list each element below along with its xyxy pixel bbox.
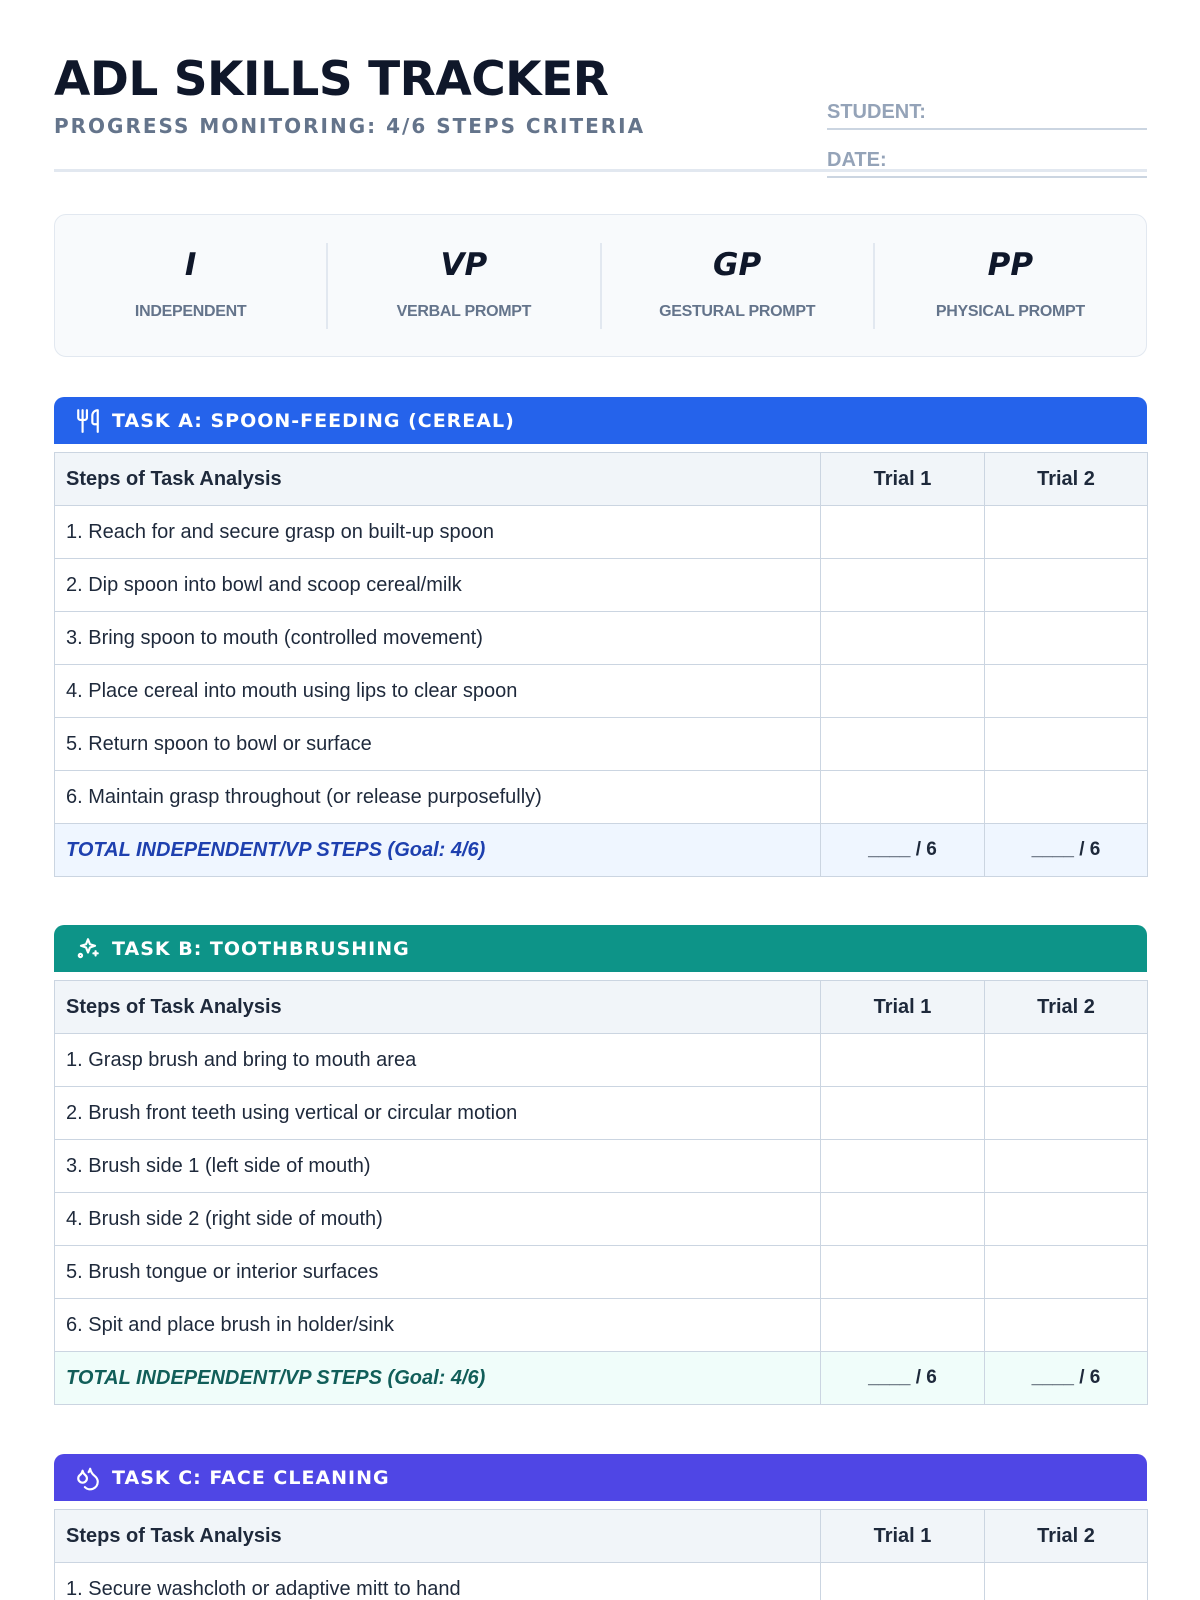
utensils-icon [74,407,102,435]
trial-2-column-header: Trial 2 [985,453,1148,506]
trial-1-column-header: Trial 1 [821,1510,985,1563]
trial-2-total[interactable]: ____ / 6 [985,824,1148,877]
trial-2-cell[interactable] [985,1140,1148,1193]
trial-1-cell[interactable] [821,1193,985,1246]
table-header-row [55,1510,1148,1563]
table-row [55,506,1148,559]
student-field[interactable] [827,98,1147,130]
total-label: TOTAL INDEPENDENT/VP STEPS (Goal: 4/6) [55,824,821,877]
trial-2-total[interactable]: ____ / 6 [985,1352,1148,1405]
trial-1-cell[interactable] [821,1246,985,1299]
trial-1-cell[interactable] [821,665,985,718]
trial-2-cell[interactable] [985,1193,1148,1246]
page-header [54,40,1147,172]
table-row [55,1034,1148,1087]
total-row [55,824,1148,877]
trial-2-cell[interactable] [985,1299,1148,1352]
page-subtitle: PROGRESS MONITORING: 4/6 STEPS CRITERIA [54,114,646,138]
trial-1-cell[interactable] [821,1140,985,1193]
step-text: 3. Bring spoon to mouth (controlled movement) [55,612,821,665]
step-text: 6. Spit and place brush in holder/sink [55,1299,821,1352]
trial-2-cell[interactable] [985,771,1148,824]
trial-2-cell[interactable] [985,1087,1148,1140]
task-a-table [54,452,1148,877]
page-title: ADL SKILLS TRACKER [54,52,609,107]
steps-column-header: Steps of Task Analysis [55,453,821,506]
task-b-header [54,925,1147,972]
step-text: 5. Return spoon to bowl or surface [55,718,821,771]
trial-1-cell[interactable] [821,612,985,665]
legend-code: I [184,246,197,283]
table-header-row [55,453,1148,506]
trial-2-cell[interactable] [985,718,1148,771]
task-a-header [54,397,1147,444]
trial-1-column-header: Trial 1 [821,453,985,506]
table-row [55,718,1148,771]
step-text: 1. Grasp brush and bring to mouth area [55,1034,821,1087]
trial-2-cell[interactable] [985,665,1148,718]
legend-label: GESTURAL PROMPT [659,302,816,320]
trial-2-cell[interactable] [985,1246,1148,1299]
table-row [55,665,1148,718]
legend-code: VP [440,246,488,283]
step-text: 1. Reach for and secure grasp on built-up spoon [55,506,821,559]
trial-2-cell[interactable] [985,612,1148,665]
table-row [55,771,1148,824]
legend-label: INDEPENDENT [134,302,247,320]
step-text: 6. Maintain grasp throughout (or release purposefully) [55,771,821,824]
student-label: STUDENT: [827,101,926,123]
trial-1-column-header: Trial 1 [821,981,985,1034]
trial-1-cell[interactable] [821,1563,985,1600]
step-text: 2. Dip spoon into bowl and scoop cereal/milk [55,559,821,612]
trial-2-cell[interactable] [985,506,1148,559]
steps-column-header: Steps of Task Analysis [55,1510,821,1563]
trial-1-total[interactable]: ____ / 6 [821,1352,985,1405]
task-a-title: TASK A: SPOON-FEEDING (CEREAL) [112,409,515,432]
legend-item-verbal-prompt [326,243,599,329]
task-c-title: TASK C: FACE CLEANING [112,1466,390,1489]
table-row [55,1246,1148,1299]
task-b-table [54,980,1148,1405]
step-text: 4. Brush side 2 (right side of mouth) [55,1193,821,1246]
table-row [55,559,1148,612]
legend-code: GP [713,246,762,283]
trial-2-cell[interactable] [985,1034,1148,1087]
steps-column-header: Steps of Task Analysis [55,981,821,1034]
step-text: 5. Brush tongue or interior surfaces [55,1246,821,1299]
trial-1-cell[interactable] [821,718,985,771]
date-field[interactable] [827,146,1147,178]
trial-1-cell[interactable] [821,1299,985,1352]
step-text: 2. Brush front teeth using vertical or circular motion [55,1087,821,1140]
task-c-table [54,1509,1148,1600]
table-row [55,1193,1148,1246]
droplets-icon [74,1464,102,1492]
total-row [55,1352,1148,1405]
legend-item-gestural-prompt [600,243,873,329]
date-label: DATE: [827,149,887,171]
legend-code: PP [987,246,1034,283]
legend-label: PHYSICAL PROMPT [935,302,1085,320]
trial-1-cell[interactable] [821,506,985,559]
trial-2-cell[interactable] [985,1563,1148,1600]
legend-item-physical-prompt [873,243,1146,329]
trial-1-total[interactable]: ____ / 6 [821,824,985,877]
task-c-section [54,1454,1147,1600]
sparkles-icon [74,935,102,963]
legend-item-independent [55,243,326,329]
table-header-row [55,981,1148,1034]
task-b-title: TASK B: TOOTHBRUSHING [112,937,410,960]
task-a-section [54,397,1147,877]
trial-2-column-header: Trial 2 [985,981,1148,1034]
trial-1-cell[interactable] [821,1087,985,1140]
task-c-header [54,1454,1147,1501]
trial-1-cell[interactable] [821,559,985,612]
trial-2-column-header: Trial 2 [985,1510,1148,1563]
step-text: 3. Brush side 1 (left side of mouth) [55,1140,821,1193]
trial-1-cell[interactable] [821,1034,985,1087]
table-row [55,1140,1148,1193]
task-b-section [54,925,1147,1405]
table-row [55,1299,1148,1352]
legend-label: VERBAL PROMPT [396,302,532,320]
table-row [55,612,1148,665]
table-row [55,1563,1148,1600]
prompt-legend [54,214,1147,357]
trial-2-cell[interactable] [985,559,1148,612]
table-row [55,1087,1148,1140]
step-text: 1. Secure washcloth or adaptive mitt to hand [55,1563,821,1600]
trial-1-cell[interactable] [821,771,985,824]
total-label: TOTAL INDEPENDENT/VP STEPS (Goal: 4/6) [55,1352,821,1405]
step-text: 4. Place cereal into mouth using lips to clear spoon [55,665,821,718]
